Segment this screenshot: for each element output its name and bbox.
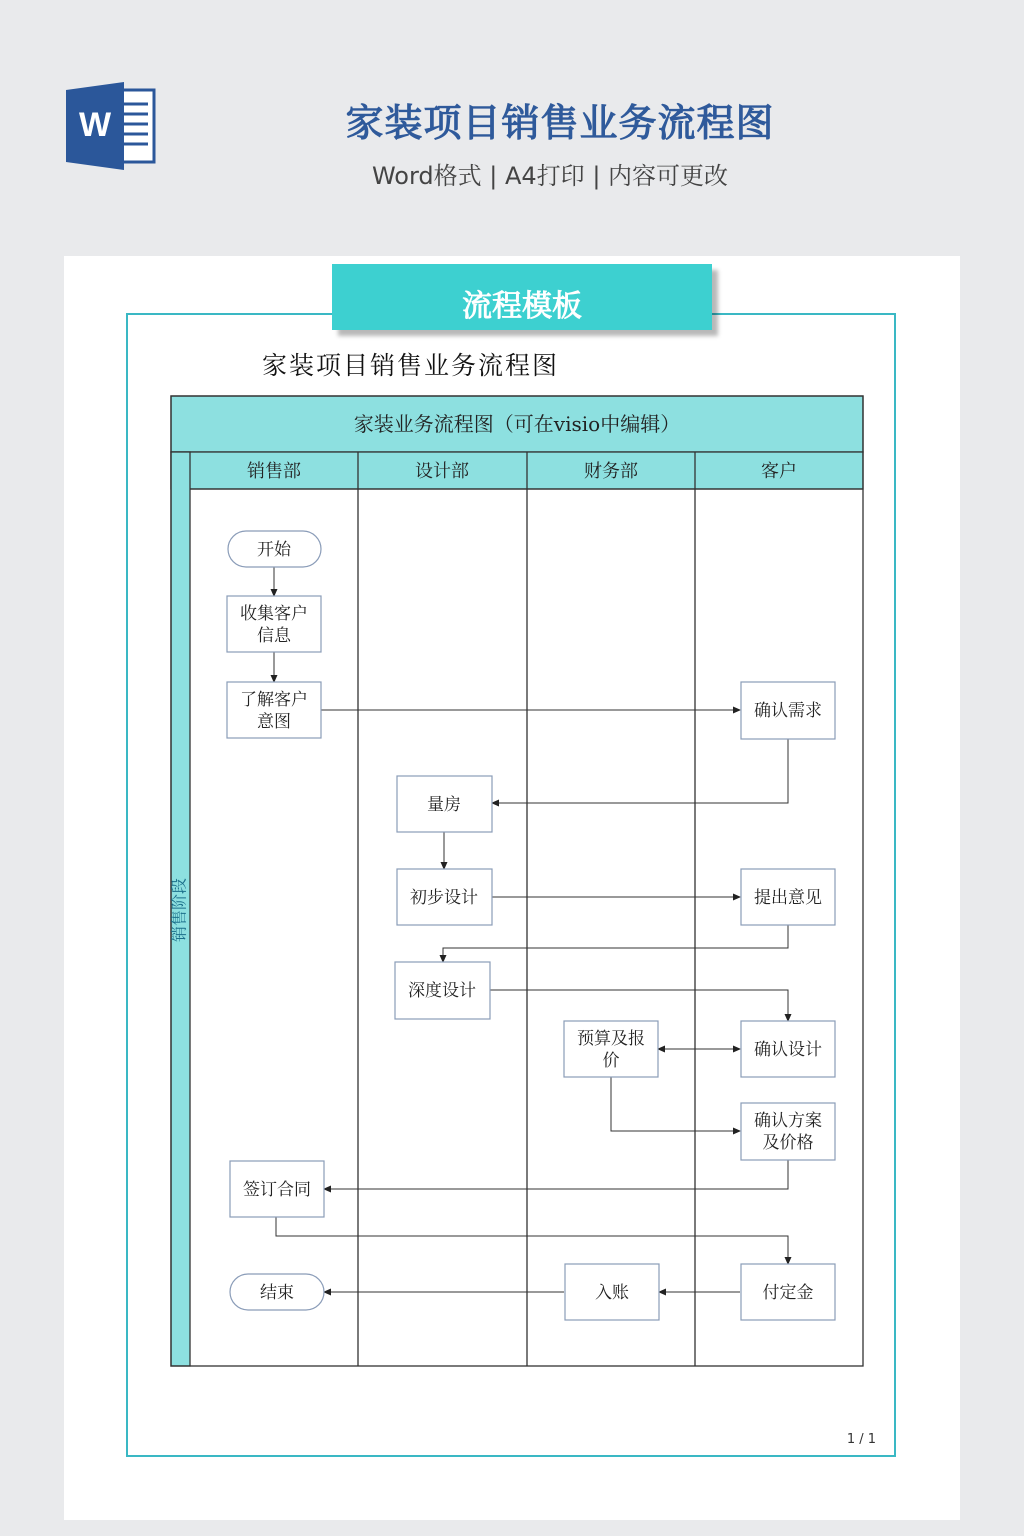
node-measure-label: 量房 [427, 795, 461, 815]
lane-header-design: 设计部 [415, 461, 469, 482]
phase-label: 销售阶段 [169, 877, 189, 943]
banner-title: 家装项目销售业务流程图 [345, 101, 775, 145]
node-initial-design-label: 初步设计 [410, 888, 478, 908]
node-confirm-design-label: 确认设计 [754, 1040, 822, 1060]
banner-subtitle: Word格式 | A4打印 | 内容可更改 [371, 162, 729, 190]
connector-arrow [324, 1160, 788, 1189]
lane-header-finance: 财务部 [584, 461, 638, 482]
node-confirm-needs-label: 确认需求 [754, 701, 822, 721]
connector-arrow [490, 990, 788, 1021]
lane-header-sales: 销售部 [247, 461, 301, 482]
node-contract-label: 签订合同 [243, 1180, 311, 1200]
node-understand-line2: 意图 [257, 712, 291, 732]
connector-arrow [443, 925, 788, 962]
connector-arrow [492, 739, 788, 803]
node-collect-line2: 信息 [257, 626, 291, 646]
document-title: 家装项目销售业务流程图 [262, 351, 560, 380]
page-number: 1 / 1 [846, 1432, 876, 1447]
node-budget-line2: 价 [602, 1051, 620, 1071]
node-feedback-label: 提出意见 [754, 888, 822, 908]
node-deep-design-label: 深度设计 [408, 981, 476, 1001]
node-start-label: 开始 [257, 540, 291, 560]
node-entry-label: 入账 [595, 1283, 629, 1303]
node-budget-line1: 预算及报 [577, 1029, 645, 1049]
connector-arrow [276, 1217, 788, 1264]
word-logo-letter: W [78, 106, 112, 144]
node-deposit-label: 付定金 [762, 1283, 814, 1303]
node-understand-line1: 了解客户 [240, 690, 308, 710]
node-collect-line1: 收集客户 [240, 604, 308, 624]
connector-arrow [611, 1077, 740, 1131]
node-confirm-plan-line1: 确认方案 [754, 1111, 822, 1131]
flowchart-header: 家装业务流程图（可在visio中编辑） [353, 412, 681, 436]
template-tab: 流程模板 [332, 264, 712, 330]
node-end-label: 结束 [260, 1283, 294, 1303]
node-confirm-plan-line2: 及价格 [762, 1133, 814, 1153]
lane-header-client: 客户 [761, 461, 797, 482]
